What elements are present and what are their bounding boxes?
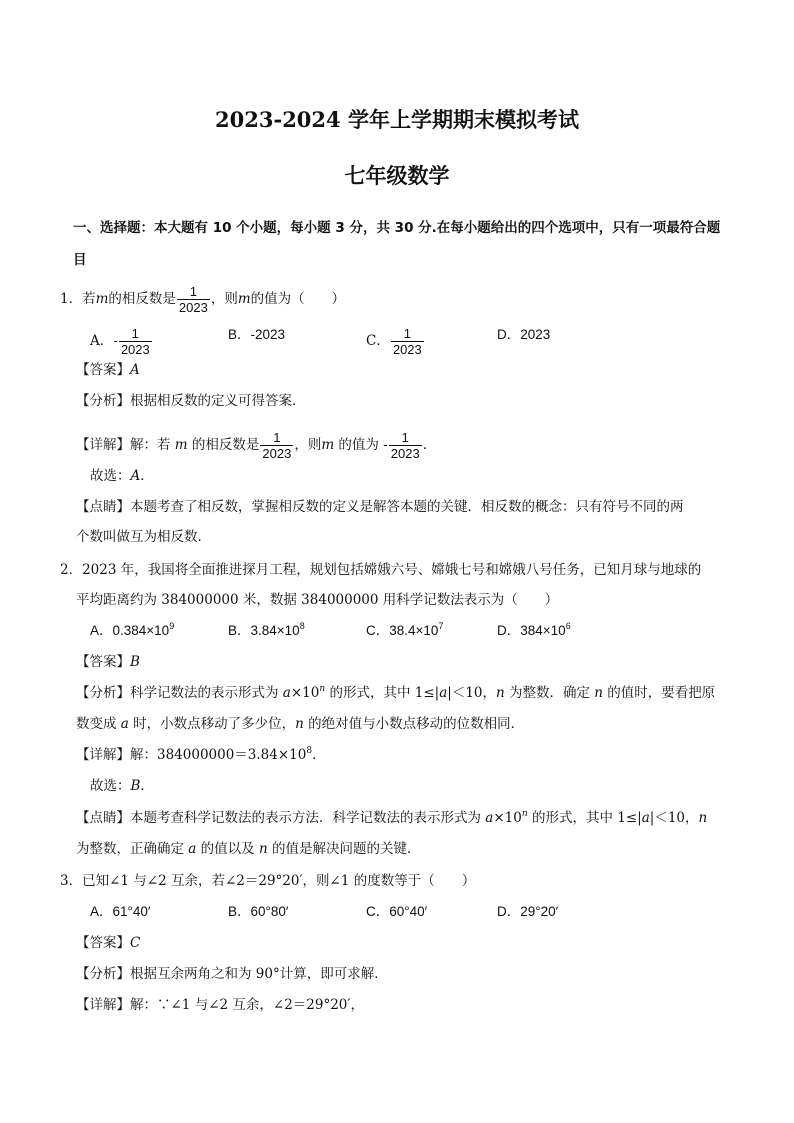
question-1-stem: 1．若m的相反数是 $\frac{1}{2023}$ ，则m的值为（ ） — [60, 284, 346, 315]
question-3-option-a: A．61°40′ — [90, 904, 151, 919]
question-2-comment-line1: 【点睛】本题考查科学记数法的表示方法．科学记数法的表示形式为 $a\times 10^n$ 的形式，其中 1≤|a|＜10，n — [76, 809, 708, 826]
question-2-answer: 【答案】B — [76, 654, 140, 670]
question-2-stem-line2: 平均距离约为 384000000 米，数据 384000000 用科学记数法表示为（ ） — [76, 592, 559, 608]
question-1-option-d: D．2023 — [497, 327, 551, 342]
fraction: $\frac{1}{2023}$ — [178, 284, 208, 315]
fraction: $\frac{1}{2023}$ — [120, 326, 150, 357]
question-2-option-d: D．$384\times 10^6$ — [497, 621, 571, 638]
fraction: $\frac{1}{2023}$ — [392, 326, 422, 357]
question-2-comment-line2: 为整数，正确确定 a 的值以及 n 的值是解决问题的关键． — [76, 841, 421, 857]
exam-title: 2023-2024 学年上学期期末模拟考试 — [215, 107, 579, 132]
question-3-option-c: C．60°40′ — [366, 904, 428, 919]
question-1-option-b: B．-2023 — [228, 327, 286, 342]
exam-subtitle: 七年级数学 — [344, 163, 450, 188]
question-2-option-a: A．$0.384\times 10^9$ — [90, 621, 175, 638]
question-1-choice: 故选：A． — [90, 468, 154, 484]
fraction: $\frac{1}{2023}$ — [390, 430, 420, 461]
question-2-stem-line1: 2．2023 年，我国将全面推进探月工程，规划包括嫦娥六号、嫦娥七号和嫦娥八号任务，已知月球与地球的 — [60, 562, 702, 578]
question-2-choice: 故选：B． — [90, 778, 154, 794]
question-3-stem: 3．已知∠1 与∠2 互余，若∠2＝29°20′，则∠1 的度数等于（ ） — [60, 873, 476, 889]
question-1-answer: 【答案】A — [76, 362, 140, 378]
question-1-analysis: 【分析】根据相反数的定义可得答案． — [76, 393, 306, 409]
question-3-answer: 【答案】C — [76, 935, 141, 951]
question-1-comment-line1: 【点睛】本题考查了相反数，掌握相反数的定义是解答本题的关键．相反数的概念：只有符号不同的两 — [76, 499, 684, 515]
section-heading-line1: 一、选择题：本大题有 10 个小题，每小题 3 分，共 30 分.在每小题给出的四个选项中，只有一项最符合题 — [73, 220, 721, 236]
question-3-detail: 【详解】解：∵∠1 与∠2 互余，∠2＝29°20′， — [76, 997, 364, 1013]
question-3-option-d: D．29°20′ — [497, 904, 559, 919]
question-2-option-c: C．$38.4\times 10^7$ — [366, 621, 444, 638]
question-3-option-b: B．60°80′ — [228, 904, 289, 919]
question-1-option-a: A．- $\frac{1}{2023}$ — [90, 326, 150, 357]
question-1-option-c: C． $\frac{1}{2023}$ — [366, 326, 422, 357]
question-1-comment-line2: 个数叫做互为相反数． — [76, 529, 211, 545]
question-3-analysis: 【分析】根据互余两角之和为 90°计算，即可求解． — [76, 966, 388, 982]
question-2-detail: 【详解】解：$384000000=3.84\times 10^8$． — [76, 746, 326, 763]
question-1-detail: 【详解】解：若 m 的相反数是 $\frac{1}{2023}$ ，则m 的值为 - $\frac{1}{2023}$ ． — [76, 430, 437, 461]
question-2-analysis-line1: 【分析】科学记数法的表示形式为 $a\times 10^n$ 的形式，其中 1≤|a|＜10，n 为整数．确定 n 的值时，要看把原 — [76, 684, 716, 701]
section-heading-line2: 目 — [73, 252, 87, 268]
fraction: $\frac{1}{2023}$ — [262, 430, 292, 461]
question-2-analysis-line2: 数变成 a 时，小数点移动了多少位，n 的绝对值与小数点移动的位数相同． — [76, 716, 525, 732]
question-2-option-b: B．$3.84\times 10^8$ — [228, 621, 305, 638]
